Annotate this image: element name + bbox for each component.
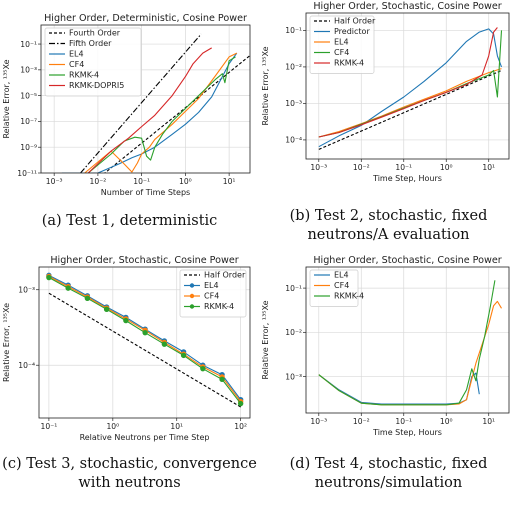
x-tick-label: 10⁰: [179, 177, 192, 186]
data-point: [181, 353, 185, 357]
y-tick-label: 10⁻⁴: [285, 135, 302, 145]
y-tick-label: 10⁻³: [18, 285, 35, 295]
y-axis-label-d: Relative Error, ¹³⁵Xe: [261, 300, 270, 380]
legend-label: CF4: [204, 291, 220, 301]
x-tick-label: 10¹: [482, 163, 496, 172]
x-tick-label: 10⁻²: [352, 417, 370, 426]
data-point: [201, 366, 205, 370]
x-tick-label: 10⁻¹: [395, 163, 413, 172]
x-tick-label: 10⁻¹: [133, 177, 151, 186]
data-point: [104, 307, 108, 311]
y-tick-label: 10⁻¹: [285, 283, 302, 293]
legend-marker: [190, 304, 194, 308]
y-tick-label: 10⁻¹: [20, 39, 37, 49]
legend-label: EL4: [204, 281, 219, 290]
x-axis-label-b: Time Step, Hours: [373, 174, 442, 183]
data-point: [162, 342, 166, 346]
legend-label: Fifth Order: [69, 39, 112, 48]
y-tick-label: 10⁻¹¹: [17, 168, 37, 178]
chart-title-d: Higher Order, Stochastic, Cosine Power: [313, 255, 502, 266]
caption-c: [0, 455, 259, 493]
x-tick-label: 10⁻³: [310, 417, 328, 426]
legend-label: EL4: [334, 37, 349, 47]
y-axis-label-a: Relative Error, ¹³⁵Xe: [2, 59, 11, 139]
chart-c-svg: [0, 252, 259, 447]
x-tick-label: 10⁰: [439, 163, 453, 172]
caption-d-line-1: (d) Test 4, stochastic, fixed: [289, 456, 488, 472]
legend-label: RKMK-4: [334, 291, 365, 301]
legend-label: EL4: [69, 49, 84, 59]
caption-c-line-1: (c) Test 3, stochastic, convergence: [2, 456, 257, 472]
y-axis-label-b: Relative Error, ¹³⁵Xe: [261, 46, 270, 126]
legend-label: Half Order: [334, 16, 376, 26]
legend-label: CF4: [334, 281, 350, 290]
chart-panel-b: [259, 0, 518, 200]
legend-marker: [190, 294, 194, 298]
legend-label: CF4: [334, 48, 350, 57]
y-tick-label: 10⁻²: [285, 62, 302, 72]
caption-a: [0, 212, 259, 231]
y-tick-label: 10⁻⁹: [20, 143, 37, 153]
data-point: [143, 330, 147, 334]
y-tick-label: 10⁻⁷: [20, 117, 37, 127]
data-point: [220, 377, 224, 381]
caption-d-line-2: neutrons/simulation: [314, 475, 463, 491]
legend-label: Predictor: [334, 27, 370, 36]
caption-b-line-1: (b) Test 2, stochastic, fixed: [289, 208, 488, 224]
caption-b: [259, 207, 518, 245]
chart-panel-d: [259, 252, 518, 447]
caption-b-line-2: neutrons/A evaluation: [307, 227, 470, 243]
chart-title-b: Higher Order, Stochastic, Cosine Power: [313, 1, 502, 12]
data-point: [66, 286, 70, 290]
x-tick-label: 10²: [234, 422, 248, 431]
legend-label: Fourth Order: [69, 28, 121, 38]
data-point: [124, 318, 128, 322]
y-tick-label: 10⁻¹: [285, 26, 302, 36]
legend-label: RKMK-4: [69, 70, 100, 80]
x-tick-label: 10⁻¹: [40, 422, 58, 431]
y-tick-label: 10⁻⁴: [18, 361, 35, 371]
chart-d-svg: [259, 252, 518, 447]
legend-label: Half Order: [204, 270, 246, 280]
legend-label: EL4: [334, 270, 349, 280]
y-axis-label-c: Relative Error, ¹³⁵Xe: [2, 302, 11, 383]
y-tick-label: 10⁻³: [20, 65, 37, 75]
x-tick-label: 10⁻³: [45, 177, 63, 186]
caption-c-line-2: with neutrons: [78, 475, 181, 491]
x-axis-label-a: Number of Time Steps: [100, 188, 191, 197]
y-tick-label: 10⁻²: [285, 328, 302, 338]
x-tick-label: 10⁻²: [89, 177, 107, 186]
x-axis-label-c: Relative Neutrons per Time Step: [79, 433, 210, 442]
data-point: [85, 296, 89, 300]
caption-a-line-1: (a) Test 1, deterministic: [41, 213, 218, 229]
chart-panel-a: [0, 0, 259, 200]
x-tick-label: 10⁰: [106, 422, 120, 431]
x-tick-label: 10¹: [482, 417, 496, 426]
x-tick-label: 10¹: [170, 422, 184, 431]
legend-label: RKMK-4: [334, 58, 365, 68]
legend-label: CF4: [69, 60, 85, 69]
x-axis-label-d: Time Step, Hours: [373, 428, 442, 437]
x-tick-label: 10¹: [222, 177, 236, 186]
caption-d: [259, 455, 518, 493]
data-point: [238, 401, 242, 405]
x-tick-label: 10⁰: [439, 417, 453, 426]
chart-b-svg: [259, 0, 518, 200]
legend-label: RKMK-4: [204, 302, 235, 311]
y-tick-label: 10⁻³: [285, 99, 302, 109]
data-point: [47, 275, 51, 279]
legend-label: RKMK-DOPRI5: [69, 81, 125, 90]
x-tick-label: 10⁻¹: [395, 417, 413, 426]
chart-panel-c: [0, 252, 259, 447]
y-tick-label: 10⁻³: [285, 372, 302, 382]
y-tick-label: 10⁻⁵: [20, 91, 37, 101]
chart-a-svg: [0, 0, 259, 200]
x-tick-label: 10⁻³: [310, 163, 328, 172]
legend-marker: [190, 283, 194, 287]
chart-title-c: Higher Order, Stochastic, Cosine Power: [50, 255, 239, 266]
x-tick-label: 10⁻²: [352, 163, 370, 172]
chart-title-a: Higher Order, Deterministic, Cosine Power: [44, 13, 247, 24]
